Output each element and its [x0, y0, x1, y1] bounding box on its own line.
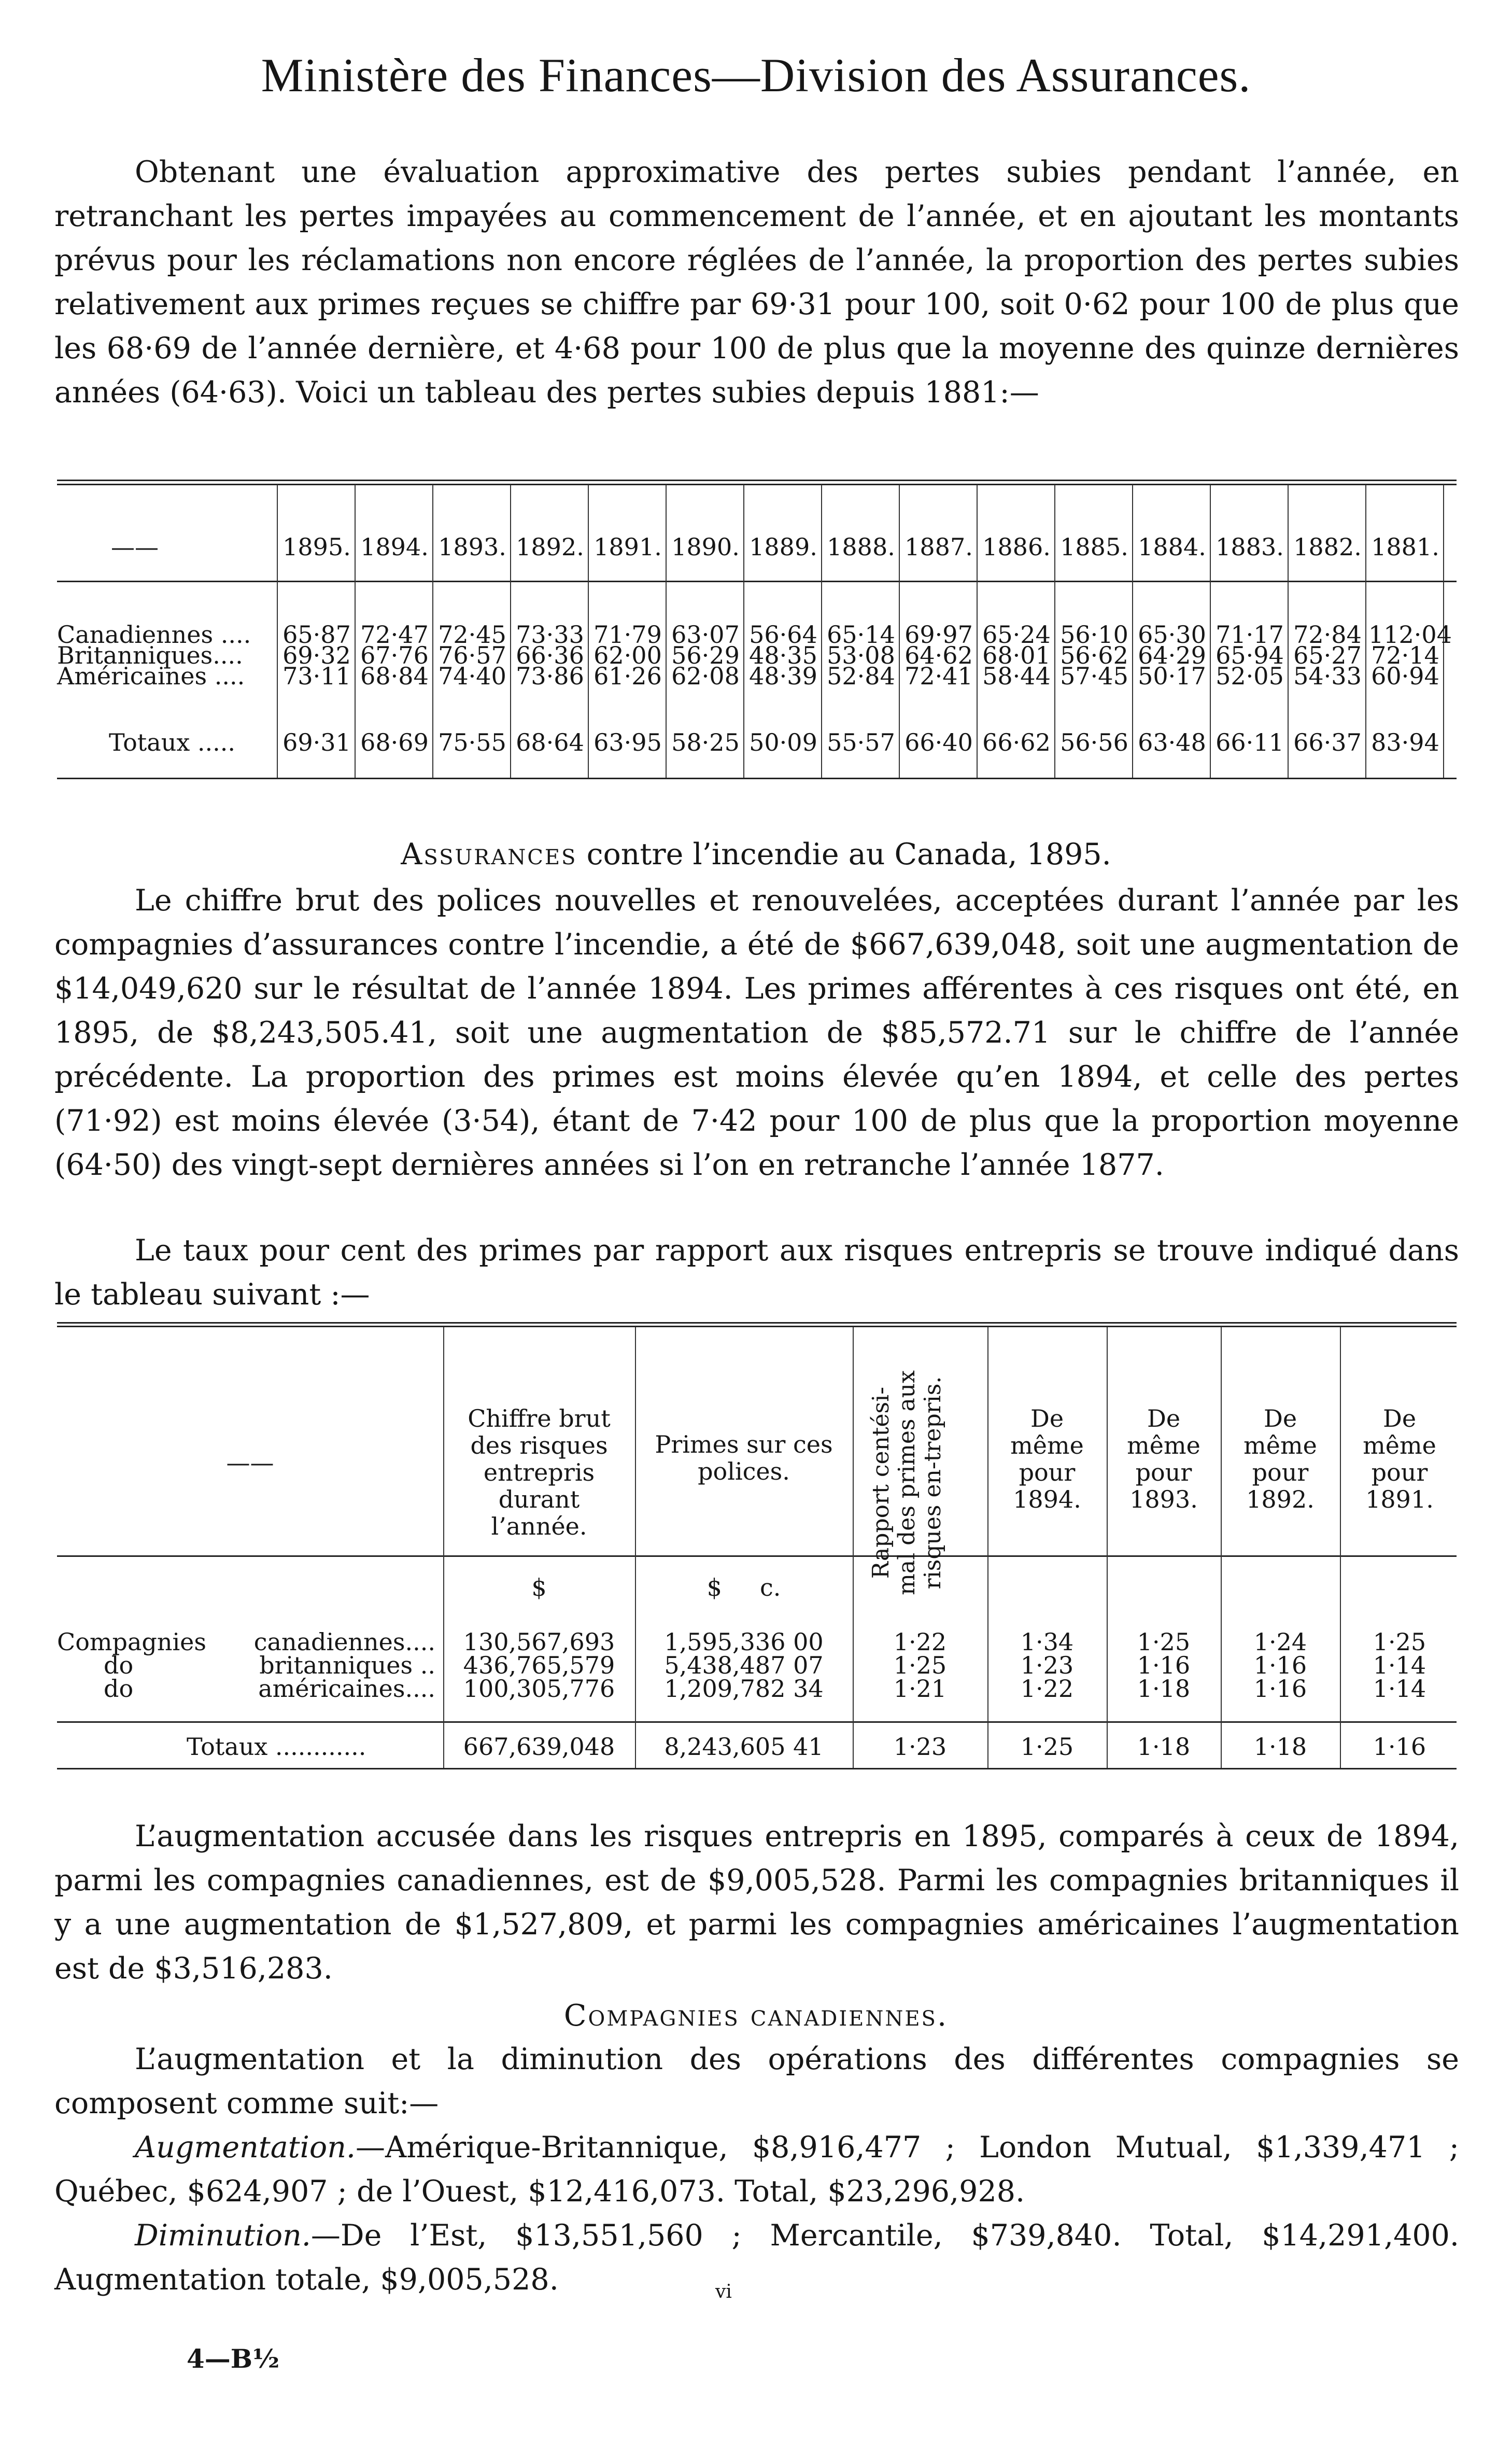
table-cell: 1·22 [1020, 1675, 1074, 1703]
total-cell: 56·56 [1060, 728, 1128, 756]
year-header: 1892. [516, 533, 584, 561]
year-header: 1883. [1216, 533, 1284, 561]
table-cell: 1·24 [1253, 1628, 1307, 1656]
table-cell: 56·10 [1060, 621, 1128, 649]
table-cell: 48·39 [749, 662, 817, 690]
total-cell: 1·25 [1020, 1733, 1074, 1761]
total-cell: 63·48 [1138, 728, 1206, 756]
losses-table-corner: —— [111, 533, 159, 561]
unit-primes: $ c. [706, 1573, 781, 1601]
header-rapport: Rapport centési-mal des primes aux risques en-trepris. [868, 1370, 946, 1595]
row-label: do [104, 1675, 134, 1703]
table-cell: 54·33 [1293, 662, 1362, 690]
total-cell: 75·55 [438, 728, 506, 756]
table-cell: 100,305,776 [463, 1675, 615, 1703]
heading-rest: contre l’incendie au Canada, 1895. [586, 837, 1111, 872]
premium-rate-table [57, 1322, 1457, 1799]
total-cell: 83·94 [1371, 728, 1439, 756]
total-cell: 55·57 [827, 728, 895, 756]
table-cell: 58·44 [982, 662, 1051, 690]
row-label: Américaines .... [57, 662, 245, 690]
year-header: 1889. [749, 533, 817, 561]
total-label: Totaux ............ [187, 1733, 366, 1761]
table-cell: 63·07 [671, 621, 740, 649]
diminution-text: —De l’Est, $13,551,560 ; Mercantile, $739,840. Total, $14,291,400. Augmentation totale, $9,005,528. [54, 2218, 1459, 2297]
table-cell: 67·76 [360, 641, 429, 669]
table-cell: 56·29 [671, 641, 740, 669]
table-cell: 69·32 [282, 641, 351, 669]
total-cell: 66·40 [905, 728, 973, 756]
total-cell: 1·16 [1373, 1733, 1426, 1761]
total-cell: 63·95 [594, 728, 662, 756]
table-cell: 1,209,782 34 [664, 1675, 824, 1703]
losses-table [57, 480, 1457, 822]
row-sublabel: britanniques .. [259, 1651, 435, 1679]
table-cell: 73·86 [516, 662, 584, 690]
table-cell: 61·26 [594, 662, 662, 690]
year-header: 1886. [982, 533, 1051, 561]
table-cell: 65·14 [827, 621, 895, 649]
increase-paragraph: L’augmentation accusée dans les risques entrepris en 1895, comparés à ceux de 1894, parmi les compagnies canadiennes, est de $9,005,528. Parmi les compagnies britanniques il y a une augmentation de $1,527,809, et parmi les compagnies américaines l’augmentation est de $3,516,283. [54, 1819, 1459, 1986]
augmentation-text: —Amérique-Britannique, $8,916,477 ; London Mutual, $1,339,471 ; Québec, $624,907 ; de l’Ouest, $12,416,073. Total, $23,296,928. [54, 2130, 1459, 2209]
operations-paragraph: L’augmentation et la diminution des opérations des différentes compagnies se composent comme suit:— [54, 2042, 1459, 2120]
table-cell: 69·97 [905, 621, 973, 649]
table-cell: 52·84 [827, 662, 895, 690]
table-cell: 66·36 [516, 641, 584, 669]
signature-mark: 4—B½ [187, 2343, 280, 2374]
table-cell: 1·16 [1253, 1675, 1307, 1703]
total-cell: 69·31 [282, 728, 351, 756]
heading-caps: Assurances [401, 837, 577, 872]
row-label: Britanniques.... [57, 641, 243, 669]
year-header: 1882. [1293, 533, 1362, 561]
table-cell: 65·27 [1293, 641, 1362, 669]
table-cell: 53·08 [827, 641, 895, 669]
table-cell: 76·57 [438, 641, 506, 669]
table-cell: 1·16 [1253, 1651, 1307, 1679]
diminution-paragraph [54, 2214, 1459, 2302]
table-cell: 1·25 [1373, 1628, 1426, 1656]
table-cell: 74·40 [438, 662, 506, 690]
total-cell: 66·11 [1216, 728, 1284, 756]
total-cell: 1·18 [1253, 1733, 1307, 1761]
total-cell: 68·64 [516, 728, 584, 756]
row-sublabel: américaines.... [258, 1675, 435, 1703]
table-cell: 56·64 [749, 621, 817, 649]
table-cell: 64·62 [905, 641, 973, 669]
header-risques: Chiffre brut des risques entrepris durant l’année. [468, 1404, 611, 1540]
total-cell: 66·37 [1293, 728, 1362, 756]
total-label: Totaux ..... [109, 728, 236, 756]
header-1893: De même pour 1893. [1127, 1404, 1200, 1513]
table-cell: 62·00 [594, 641, 662, 669]
total-cell: 66·62 [982, 728, 1051, 756]
table-cell: 72·41 [905, 662, 973, 690]
table-cell: 1·25 [1137, 1628, 1191, 1656]
table-cell: 73·33 [516, 621, 584, 649]
year-header: 1895. [282, 533, 351, 561]
total-cell: 68·69 [360, 728, 429, 756]
table-cell: 72·45 [438, 621, 506, 649]
table-cell: 71·79 [594, 621, 662, 649]
unit-risques: $ [531, 1573, 547, 1601]
header-1892: De même pour 1892. [1243, 1404, 1317, 1513]
table-cell: 50·17 [1138, 662, 1206, 690]
table-cell: 1·14 [1373, 1651, 1426, 1679]
year-header: 1888. [827, 533, 895, 561]
table-cell: 72·14 [1371, 641, 1439, 669]
year-header: 1890. [671, 533, 740, 561]
table-cell: 1·21 [893, 1675, 947, 1703]
total-cell: 1·23 [893, 1733, 947, 1761]
page-number: vi [715, 2281, 732, 2302]
total-cell: 667,639,048 [463, 1733, 615, 1761]
table-cell: 1·16 [1137, 1651, 1191, 1679]
row-label: Compagnies [57, 1628, 206, 1656]
table-cell: 112·04 [1368, 621, 1452, 649]
table-cell: 72·47 [360, 621, 429, 649]
table-cell: 65·94 [1216, 641, 1284, 669]
table-cell: 48·35 [749, 641, 817, 669]
table-cell: 1·25 [893, 1651, 947, 1679]
row-label: Canadiennes .... [57, 621, 251, 649]
year-header: 1891. [594, 533, 662, 561]
table-cell: 1·23 [1020, 1651, 1074, 1679]
table-cell: 65·30 [1138, 621, 1206, 649]
table-cell: 62·08 [671, 662, 740, 690]
rate-intro-paragraph: Le taux pour cent des primes par rapport aux risques entrepris se trouve indiqué dans le tableau suivant :— [54, 1233, 1459, 1312]
total-cell: 58·25 [671, 728, 740, 756]
table-cell: 73·11 [282, 662, 351, 690]
table-cell: 5,438,487 07 [664, 1651, 824, 1679]
section-heading-fire-insurance [0, 837, 1512, 872]
augmentation-paragraph [54, 2126, 1459, 2214]
table-cell: 68·84 [360, 662, 429, 690]
year-header: 1887. [905, 533, 973, 561]
intro-paragraph: Obtenant une évaluation approximative des pertes subies pendant l’année, en retranchant les pertes impayées au commencement de l’année, et en ajoutant les montants prévus pour les réclamations non encore réglées de l’année, la proportion des pertes subies relativement aux primes reçues se chiffre par 69·31 pour 100, soit 0·62 pour 100 de plus que les 68·69 de l’année dernière, et 4·68 pour 100 de plus que la moyenne des quinze dernières années (64·63). Voici un tableau des pertes subies depuis 1881:— [54, 155, 1459, 410]
year-header: 1881. [1371, 533, 1439, 561]
total-cell: 8,243,605 41 [664, 1733, 824, 1761]
table-cell: 65·87 [282, 621, 351, 649]
year-header: 1884. [1138, 533, 1206, 561]
header-primes: Primes sur ces polices. [655, 1430, 833, 1485]
augmentation-lead: Augmentation. [135, 2130, 356, 2165]
table-cell: 72·84 [1293, 621, 1362, 649]
table-cell: 71·17 [1216, 621, 1284, 649]
table-cell: 52·05 [1216, 662, 1284, 690]
table-cell: 57·45 [1060, 662, 1128, 690]
table-cell: 56·62 [1060, 641, 1128, 669]
row-sublabel: canadiennes.... [253, 1628, 435, 1656]
year-header: 1893. [438, 533, 506, 561]
table-cell: 1·34 [1020, 1628, 1074, 1656]
year-header: 1894. [360, 533, 429, 561]
row-label: do [104, 1651, 134, 1679]
header-1891: De même pour 1891. [1363, 1404, 1436, 1513]
table-cell: 65·24 [982, 621, 1051, 649]
table-cell: 1·14 [1373, 1675, 1426, 1703]
total-cell: 1·18 [1137, 1733, 1191, 1761]
table-cell: 1·22 [893, 1628, 947, 1656]
total-cell: 50·09 [749, 728, 817, 756]
rate-table-corner: —— [226, 1449, 274, 1477]
year-header: 1885. [1060, 533, 1128, 561]
page-title: Ministère des Finances—Division des Assurances. [261, 49, 1251, 102]
fire-insurance-paragraph: Le chiffre brut des polices nouvelles et renouvelées, acceptées durant l’année par les compagnies d’assurances contre l’incendie, a été de $667,639,048, soit une augmentation de $14,049,620 sur le résultat de l’année 1894. Les primes afférentes à ces risques ont été, en 1895, de $8,243,505.41, soit une augmentation de $85,572.71 sur le chiffre de l’année précédente. La proportion des primes est moins élevée qu’en 1894, et celle des pertes (71·92) est moins élevée (3·54), étant de 7·42 pour 100 de plus que la proportion moyenne (64·50) des vingt-sept dernières années si l’on en retranche l’année 1877. [54, 883, 1459, 1182]
table-cell: 68·01 [982, 641, 1051, 669]
section-heading-canadian-companies: Compagnies canadiennes. [563, 1999, 949, 2033]
table-cell: 1·18 [1137, 1675, 1191, 1703]
diminution-lead: Diminution. [135, 2218, 311, 2253]
table-cell: 64·29 [1138, 641, 1206, 669]
header-1894: De même pour 1894. [1010, 1404, 1084, 1513]
table-cell: 436,765,579 [463, 1651, 615, 1679]
table-cell: 1,595,336 00 [664, 1628, 824, 1656]
table-cell: 130,567,693 [463, 1628, 615, 1656]
table-cell: 60·94 [1371, 662, 1439, 690]
